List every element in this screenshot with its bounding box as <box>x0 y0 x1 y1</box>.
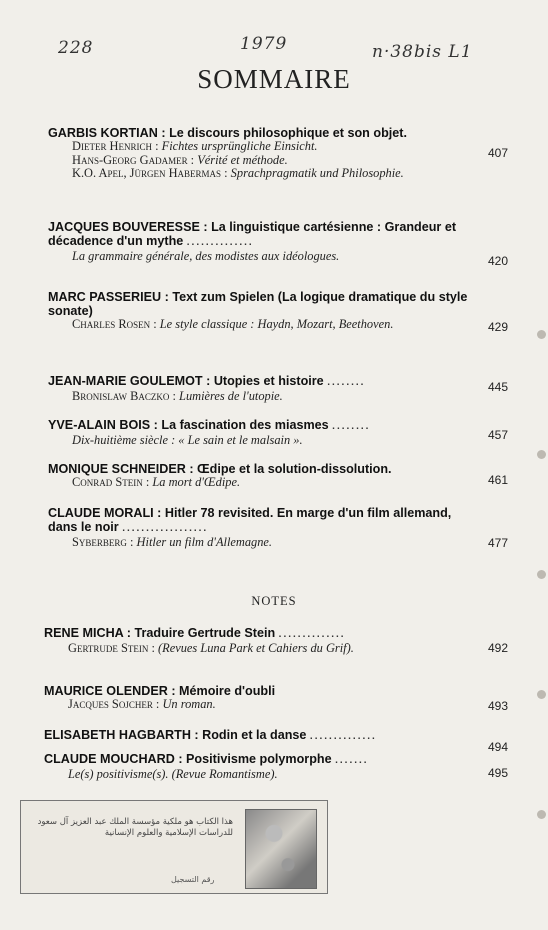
handwritten-year: 1979 <box>240 34 288 54</box>
page-number: 493 <box>488 699 509 713</box>
reviewed-title: (Revues Luna Park et Cahiers du Grif). <box>158 641 354 655</box>
entry-author: YVE-ALAIN BOIS <box>48 418 151 432</box>
stamp-image <box>245 809 317 889</box>
note-reviewed-work: Gertrude Stein : (Revues Luna Park et Cahiers du Grif). <box>68 641 354 655</box>
entry-author: MONIQUE SCHNEIDER <box>48 462 186 476</box>
page-number: 429 <box>488 320 509 334</box>
toc-note <box>44 684 480 712</box>
entry-title: Text zum Spielen (La logique dramatique du style sonate) <box>48 290 468 318</box>
reviewed-title: Un roman. <box>162 697 216 711</box>
entry-author: JEAN-MARIE GOULEMOT <box>48 374 203 388</box>
note-author: RENE MICHA <box>44 626 124 640</box>
entry-author: GARBIS KORTIAN <box>48 126 158 140</box>
entry-reviewed-work: Bronislaw Baczko : Lumières de l'utopie. <box>72 389 283 403</box>
reviewed-author: Syberberg <box>72 535 127 549</box>
entry-author: JACQUES BOUVERESSE <box>48 220 200 234</box>
toc-note <box>44 752 480 782</box>
note-reviewed-work <box>44 768 480 782</box>
reviewed-title: Hitler un film d'Allemagne. <box>136 535 273 549</box>
note-title: Traduire Gertrude Stein <box>134 626 276 640</box>
toc-entry <box>48 374 480 404</box>
reviewed-author: Dieter Henrich <box>72 139 152 153</box>
entry-heading: JACQUES BOUVERESSE : La linguistique cartésienne : Grandeur et décadence d'un mythe .............. <box>48 220 457 248</box>
toc-entry <box>48 126 480 181</box>
entry-heading: MARC PASSERIEU : Text zum Spielen (La logique dramatique du style sonate) <box>48 290 468 318</box>
handwritten-note-left: 228 <box>58 38 94 58</box>
library-stamp <box>20 800 328 894</box>
entry-reviewed-work: Charles Rosen : Le style classique : Haydn, Mozart, Beethoven. <box>72 317 394 331</box>
reviewed-author: Bronislaw Baczko <box>72 389 170 403</box>
entry-reviewed-work: Dieter Henrich : Fichtes ursprüngliche Einsicht. <box>72 139 318 153</box>
toc-entry <box>48 506 480 550</box>
toc-entry <box>48 220 480 264</box>
note-title: Positivisme polymorphe <box>186 752 332 766</box>
entry-author: MARC PASSERIEU <box>48 290 162 304</box>
reviewed-title: Vérité et méthode. <box>197 152 288 167</box>
entry-reviewed-work: Conrad Stein : La mort d'Œdipe. <box>72 475 241 489</box>
page-number: 494 <box>488 740 509 754</box>
toc-entry <box>48 290 480 332</box>
entry-reviewed-work <box>48 250 480 264</box>
leader-dots: ....... <box>335 755 369 766</box>
reviewed-title: Dix-huitième siècle : « Le sain et le malsain ». <box>72 433 303 447</box>
note-heading: CLAUDE MOUCHARD : Positivisme polymorphe ....... <box>44 752 369 766</box>
note-title: Rodin et la danse <box>202 728 307 742</box>
reviewed-author: Charles Rosen <box>72 317 151 331</box>
entry-reviewed-work: K.O. Apel, Jürgen Habermas : Sprachpragmatik und Philosophie. <box>72 166 404 180</box>
reviewed-title: La mort d'Œdipe. <box>152 475 241 489</box>
page-number: 457 <box>488 428 509 442</box>
note-author: ELISABETH HAGBARTH <box>44 728 191 742</box>
stamp-text: هذا الكتاب هو ملكية مؤسسة الملك عبد العزيز آل سعود للدراسات الإسلامية والعلوم الإنسانية <box>37 817 233 838</box>
reviewed-author: Jacques Sojcher <box>68 697 153 711</box>
entry-heading: JEAN-MARIE GOULEMOT : Utopies et histoire ........ <box>48 374 366 388</box>
stamp-register-label: رقم التسجيل <box>171 875 215 884</box>
binding-holes <box>536 330 546 930</box>
reviewed-title: Le style classique : Haydn, Mozart, Beethoven. <box>159 317 394 331</box>
entry-heading: GARBIS KORTIAN : Le discours philosophique et son objet. <box>48 126 407 140</box>
leader-dots: ........ <box>332 421 371 432</box>
entry-title: Hitler 78 revisited. En marge d'un film allemand, dans le noir <box>48 506 452 534</box>
reviewed-author: K.O. Apel, Jürgen Habermas <box>72 166 222 180</box>
entry-title: La linguistique cartésienne : Grandeur et décadence d'un mythe <box>48 220 457 248</box>
note-heading: ELISABETH HAGBARTH : Rodin et la danse .............. <box>44 728 377 742</box>
entry-title: La fascination des miasmes <box>161 418 329 432</box>
entry-author: CLAUDE MORALI <box>48 506 154 520</box>
page-number: 407 <box>488 146 509 160</box>
page-number: 461 <box>488 473 509 487</box>
reviewed-title: Lumières de l'utopie. <box>179 389 283 403</box>
note-heading: RENE MICHA : Traduire Gertrude Stein .............. <box>44 626 346 640</box>
page-title: SOMMAIRE <box>197 64 351 94</box>
notes-heading: NOTES <box>251 594 297 608</box>
note-reviewed-work: Jacques Sojcher : Un roman. <box>68 697 216 711</box>
leader-dots: .............. <box>309 731 377 742</box>
entry-reviewed-work <box>48 434 480 448</box>
entry-title: Utopies et histoire <box>213 374 324 388</box>
note-author: MAURICE OLENDER <box>44 684 168 698</box>
note-author: CLAUDE MOUCHARD <box>44 752 175 766</box>
toc-entry <box>48 418 480 448</box>
entry-heading: YVE-ALAIN BOIS : La fascination des miasmes ........ <box>48 418 371 432</box>
reviewed-title: Fichtes ursprüngliche Einsicht. <box>161 139 318 153</box>
entry-reviewed-work: Syberberg : Hitler un film d'Allemagne. <box>72 535 273 549</box>
leader-dots: .............. <box>186 237 254 248</box>
page-number: 495 <box>488 766 509 780</box>
leader-dots: .................. <box>122 523 209 534</box>
toc-entry <box>48 462 480 490</box>
page-number: 477 <box>488 536 509 550</box>
entry-heading: MONIQUE SCHNEIDER : Œdipe et la solution-dissolution. <box>48 462 392 476</box>
reviewed-author: Conrad Stein <box>72 475 143 489</box>
entry-reviewed-work: Hans-Georg Gadamer : Vérité et méthode. <box>72 152 288 167</box>
entry-title: Le discours philosophique et son objet. <box>169 126 407 140</box>
reviewed-author: Hans-Georg Gadamer <box>72 152 188 167</box>
page-number: 420 <box>488 254 509 268</box>
entry-title: Œdipe et la solution-dissolution. <box>197 462 392 476</box>
reviewed-author: Gertrude Stein <box>68 641 149 655</box>
reviewed-title: Sprachpragmatik und Philosophie. <box>230 166 404 180</box>
leader-dots: ........ <box>327 377 366 388</box>
handwritten-reference: n·38bis L1 <box>372 42 473 62</box>
page-number: 445 <box>488 380 509 394</box>
reviewed-title: La grammaire générale, des modistes aux idéologues. <box>72 249 340 263</box>
toc-note <box>44 728 480 744</box>
entry-heading: CLAUDE MORALI : Hitler 78 revisited. En marge d'un film allemand, dans le noir .................. <box>48 506 452 534</box>
page-number: 492 <box>488 641 509 655</box>
reviewed-title: Le(s) positivisme(s). (Revue Romantisme). <box>68 767 278 781</box>
note-title: Mémoire d'oubli <box>179 684 276 698</box>
note-heading: MAURICE OLENDER : Mémoire d'oubli <box>44 684 276 698</box>
leader-dots: .............. <box>278 629 346 640</box>
toc-note <box>44 626 480 656</box>
